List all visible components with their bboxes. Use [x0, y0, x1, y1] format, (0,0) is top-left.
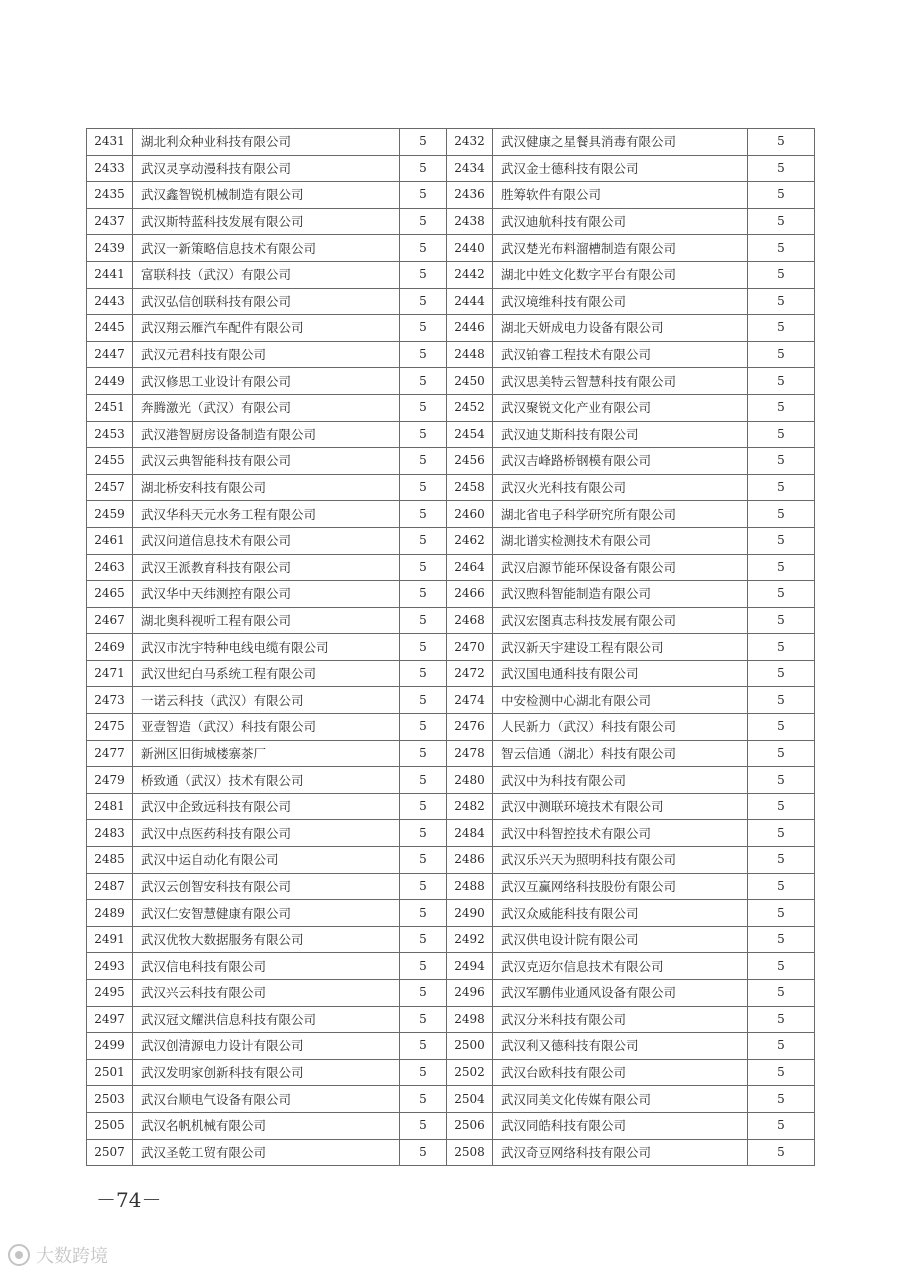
score: 5 — [748, 1139, 815, 1166]
score: 5 — [400, 315, 447, 342]
score: 5 — [748, 448, 815, 475]
company-name: 武汉供电设计院有限公司 — [493, 926, 748, 953]
score: 5 — [748, 421, 815, 448]
company-name: 武汉同美文化传媒有限公司 — [493, 1086, 748, 1113]
row-number: 2466 — [447, 581, 493, 608]
row-number: 2469 — [87, 634, 133, 661]
company-name: 武汉煦科智能制造有限公司 — [493, 581, 748, 608]
score: 5 — [400, 767, 447, 794]
row-number: 2448 — [447, 341, 493, 368]
table-row — [87, 155, 815, 182]
company-name: 武汉云创智安科技有限公司 — [133, 873, 400, 900]
score: 5 — [748, 527, 815, 554]
row-number: 2450 — [447, 368, 493, 395]
table-row — [87, 767, 815, 794]
row-number: 2487 — [87, 873, 133, 900]
company-name: 富联科技（武汉）有限公司 — [133, 261, 400, 288]
company-name: 奔腾激光（武汉）有限公司 — [133, 394, 400, 421]
score: 5 — [400, 900, 447, 927]
score: 5 — [400, 1086, 447, 1113]
company-table — [86, 128, 815, 1166]
company-name: 武汉众威能科技有限公司 — [493, 900, 748, 927]
table-row — [87, 1112, 815, 1139]
company-name: 湖北奥科视听工程有限公司 — [133, 607, 400, 634]
row-number: 2481 — [87, 793, 133, 820]
company-name: 武汉克迈尔信息技术有限公司 — [493, 953, 748, 980]
score: 5 — [400, 208, 447, 235]
company-name: 湖北利众种业科技有限公司 — [133, 129, 400, 156]
score: 5 — [400, 1033, 447, 1060]
row-number: 2451 — [87, 394, 133, 421]
table-row — [87, 341, 815, 368]
company-name: 武汉王派教育科技有限公司 — [133, 554, 400, 581]
score: 5 — [748, 155, 815, 182]
table-row — [87, 660, 815, 687]
score: 5 — [748, 235, 815, 262]
row-number: 2484 — [447, 820, 493, 847]
company-name: 桥致通（武汉）技术有限公司 — [133, 767, 400, 794]
table-row — [87, 474, 815, 501]
score: 5 — [400, 155, 447, 182]
company-name: 武汉港智厨房设备制造有限公司 — [133, 421, 400, 448]
score: 5 — [748, 900, 815, 927]
company-name: 武汉铂睿工程技术有限公司 — [493, 341, 748, 368]
score: 5 — [748, 687, 815, 714]
row-number: 2457 — [87, 474, 133, 501]
table-row — [87, 182, 815, 209]
company-name: 武汉启源节能环保设备有限公司 — [493, 554, 748, 581]
company-name: 武汉奇豆网络科技有限公司 — [493, 1139, 748, 1166]
row-number: 2458 — [447, 474, 493, 501]
row-number: 2460 — [447, 501, 493, 528]
row-number: 2465 — [87, 581, 133, 608]
company-name: 武汉中科智控技术有限公司 — [493, 820, 748, 847]
score: 5 — [400, 1139, 447, 1166]
row-number: 2468 — [447, 607, 493, 634]
table-row — [87, 900, 815, 927]
company-name: 武汉中企致远科技有限公司 — [133, 793, 400, 820]
row-number: 2477 — [87, 740, 133, 767]
company-name: 武汉火光科技有限公司 — [493, 474, 748, 501]
row-number: 2442 — [447, 261, 493, 288]
table-row — [87, 820, 815, 847]
row-number: 2500 — [447, 1033, 493, 1060]
watermark — [8, 1242, 108, 1268]
score: 5 — [400, 953, 447, 980]
company-name: 湖北天妍成电力设备有限公司 — [493, 315, 748, 342]
score: 5 — [748, 1006, 815, 1033]
company-name: 武汉一新策略信息技术有限公司 — [133, 235, 400, 262]
row-number: 2461 — [87, 527, 133, 554]
company-name: 湖北桥安科技有限公司 — [133, 474, 400, 501]
company-name: 湖北中姓文化数字平台有限公司 — [493, 261, 748, 288]
table-row — [87, 421, 815, 448]
company-name: 武汉市沈宇特种电线电缆有限公司 — [133, 634, 400, 661]
company-name: 武汉斯特蓝科技发展有限公司 — [133, 208, 400, 235]
table-row — [87, 1059, 815, 1086]
company-name: 武汉创清源电力设计有限公司 — [133, 1033, 400, 1060]
company-name: 武汉迪航科技有限公司 — [493, 208, 748, 235]
company-name: 武汉宏图真志科技发展有限公司 — [493, 607, 748, 634]
score: 5 — [400, 527, 447, 554]
row-number: 2473 — [87, 687, 133, 714]
row-number: 2452 — [447, 394, 493, 421]
score: 5 — [748, 208, 815, 235]
row-number: 2502 — [447, 1059, 493, 1086]
company-name: 武汉云典智能科技有限公司 — [133, 448, 400, 475]
row-number: 2498 — [447, 1006, 493, 1033]
score: 5 — [748, 1033, 815, 1060]
company-name: 武汉新天宇建设工程有限公司 — [493, 634, 748, 661]
row-number: 2480 — [447, 767, 493, 794]
row-number: 2505 — [87, 1112, 133, 1139]
table-row — [87, 953, 815, 980]
table-row — [87, 1033, 815, 1060]
table-row — [87, 129, 815, 156]
table-row — [87, 315, 815, 342]
table-row — [87, 793, 815, 820]
score: 5 — [400, 474, 447, 501]
table-row — [87, 208, 815, 235]
score: 5 — [400, 1112, 447, 1139]
row-number: 2485 — [87, 847, 133, 874]
row-number: 2493 — [87, 953, 133, 980]
score: 5 — [400, 873, 447, 900]
company-name: 武汉圣乾工贸有限公司 — [133, 1139, 400, 1166]
row-number: 2441 — [87, 261, 133, 288]
score: 5 — [748, 554, 815, 581]
score: 5 — [748, 847, 815, 874]
company-name: 武汉台顺电气设备有限公司 — [133, 1086, 400, 1113]
score: 5 — [400, 660, 447, 687]
score: 5 — [400, 554, 447, 581]
company-name: 武汉吉峰路桥钢模有限公司 — [493, 448, 748, 475]
score: 5 — [400, 820, 447, 847]
company-name: 武汉军鹏伟业通风设备有限公司 — [493, 980, 748, 1007]
score: 5 — [400, 261, 447, 288]
company-name: 武汉兴云科技有限公司 — [133, 980, 400, 1007]
score: 5 — [748, 341, 815, 368]
watermark-logo-icon — [8, 1244, 30, 1266]
score: 5 — [748, 581, 815, 608]
table-row — [87, 554, 815, 581]
row-number: 2499 — [87, 1033, 133, 1060]
score: 5 — [748, 501, 815, 528]
row-number: 2435 — [87, 182, 133, 209]
score: 5 — [748, 740, 815, 767]
table-row — [87, 1139, 815, 1166]
row-number: 2434 — [447, 155, 493, 182]
company-name: 武汉中运自动化有限公司 — [133, 847, 400, 874]
company-name: 武汉仁安智慧健康有限公司 — [133, 900, 400, 927]
row-number: 2486 — [447, 847, 493, 874]
score: 5 — [748, 182, 815, 209]
row-number: 2503 — [87, 1086, 133, 1113]
company-name: 湖北省电子科学研究所有限公司 — [493, 501, 748, 528]
company-name: 武汉鑫智锐机械制造有限公司 — [133, 182, 400, 209]
table-row — [87, 527, 815, 554]
company-name: 湖北谱实检测技术有限公司 — [493, 527, 748, 554]
company-name: 武汉发明家创新科技有限公司 — [133, 1059, 400, 1086]
table-row — [87, 740, 815, 767]
table-row — [87, 687, 815, 714]
row-number: 2472 — [447, 660, 493, 687]
row-number: 2475 — [87, 714, 133, 741]
company-name: 武汉华中天纬测控有限公司 — [133, 581, 400, 608]
score: 5 — [400, 847, 447, 874]
row-number: 2495 — [87, 980, 133, 1007]
row-number: 2446 — [447, 315, 493, 342]
row-number: 2471 — [87, 660, 133, 687]
company-name: 人民新力（武汉）科技有限公司 — [493, 714, 748, 741]
company-name: 武汉迪艾斯科技有限公司 — [493, 421, 748, 448]
row-number: 2437 — [87, 208, 133, 235]
company-name: 智云信通（湖北）科技有限公司 — [493, 740, 748, 767]
company-name: 亚壹智造（武汉）科技有限公司 — [133, 714, 400, 741]
company-name: 武汉修思工业设计有限公司 — [133, 368, 400, 395]
score: 5 — [400, 926, 447, 953]
score: 5 — [748, 714, 815, 741]
score: 5 — [748, 474, 815, 501]
score: 5 — [400, 235, 447, 262]
company-name: 武汉聚锐文化产业有限公司 — [493, 394, 748, 421]
table-row — [87, 607, 815, 634]
company-name: 武汉台欧科技有限公司 — [493, 1059, 748, 1086]
row-number: 2463 — [87, 554, 133, 581]
company-name: 武汉冠文耀洪信息科技有限公司 — [133, 1006, 400, 1033]
score: 5 — [748, 315, 815, 342]
company-name: 武汉翔云雁汽车配件有限公司 — [133, 315, 400, 342]
row-number: 2431 — [87, 129, 133, 156]
page-number: －74－ — [96, 1188, 162, 1212]
score: 5 — [748, 873, 815, 900]
row-number: 2467 — [87, 607, 133, 634]
score: 5 — [748, 368, 815, 395]
score: 5 — [400, 687, 447, 714]
table-row — [87, 1006, 815, 1033]
score: 5 — [400, 1006, 447, 1033]
company-name: 武汉华科天元水务工程有限公司 — [133, 501, 400, 528]
table-row — [87, 926, 815, 953]
table-row — [87, 980, 815, 1007]
row-number: 2436 — [447, 182, 493, 209]
score: 5 — [748, 1086, 815, 1113]
row-number: 2438 — [447, 208, 493, 235]
row-number: 2496 — [447, 980, 493, 1007]
row-number: 2453 — [87, 421, 133, 448]
company-name: 一诺云科技（武汉）有限公司 — [133, 687, 400, 714]
row-number: 2445 — [87, 315, 133, 342]
company-name: 武汉弘信创联科技有限公司 — [133, 288, 400, 315]
score: 5 — [748, 1112, 815, 1139]
row-number: 2489 — [87, 900, 133, 927]
row-number: 2479 — [87, 767, 133, 794]
score: 5 — [748, 980, 815, 1007]
company-name: 武汉中点医药科技有限公司 — [133, 820, 400, 847]
score: 5 — [400, 368, 447, 395]
score: 5 — [400, 394, 447, 421]
score: 5 — [748, 793, 815, 820]
score: 5 — [748, 607, 815, 634]
company-name: 武汉乐兴天为照明科技有限公司 — [493, 847, 748, 874]
company-name: 武汉优牧大数据服务有限公司 — [133, 926, 400, 953]
score: 5 — [748, 820, 815, 847]
table-row — [87, 394, 815, 421]
row-number: 2449 — [87, 368, 133, 395]
row-number: 2508 — [447, 1139, 493, 1166]
table-row — [87, 1086, 815, 1113]
row-number: 2474 — [447, 687, 493, 714]
company-name: 武汉互赢网络科技股份有限公司 — [493, 873, 748, 900]
score: 5 — [748, 953, 815, 980]
company-name: 武汉中测联环境技术有限公司 — [493, 793, 748, 820]
company-name: 新洲区旧街城楼寨茶厂 — [133, 740, 400, 767]
table-row — [87, 581, 815, 608]
row-number: 2443 — [87, 288, 133, 315]
row-number: 2476 — [447, 714, 493, 741]
score: 5 — [400, 1059, 447, 1086]
score: 5 — [400, 182, 447, 209]
company-name: 武汉问道信息技术有限公司 — [133, 527, 400, 554]
score: 5 — [400, 421, 447, 448]
company-name: 武汉信电科技有限公司 — [133, 953, 400, 980]
table-row — [87, 368, 815, 395]
row-number: 2455 — [87, 448, 133, 475]
row-number: 2488 — [447, 873, 493, 900]
row-number: 2494 — [447, 953, 493, 980]
table-row — [87, 448, 815, 475]
row-number: 2497 — [87, 1006, 133, 1033]
company-name: 武汉国电通科技有限公司 — [493, 660, 748, 687]
company-name: 武汉境维科技有限公司 — [493, 288, 748, 315]
score: 5 — [400, 980, 447, 1007]
company-name: 武汉世纪白马系统工程有限公司 — [133, 660, 400, 687]
company-name: 武汉楚光布料溜槽制造有限公司 — [493, 235, 748, 262]
score: 5 — [400, 341, 447, 368]
company-name: 武汉利又德科技有限公司 — [493, 1033, 748, 1060]
row-number: 2459 — [87, 501, 133, 528]
table-row — [87, 261, 815, 288]
table-row — [87, 847, 815, 874]
row-number: 2483 — [87, 820, 133, 847]
company-name: 武汉金士德科技有限公司 — [493, 155, 748, 182]
score: 5 — [400, 129, 447, 156]
row-number: 2506 — [447, 1112, 493, 1139]
row-number: 2432 — [447, 129, 493, 156]
row-number: 2492 — [447, 926, 493, 953]
row-number: 2490 — [447, 900, 493, 927]
score: 5 — [400, 501, 447, 528]
row-number: 2447 — [87, 341, 133, 368]
row-number: 2482 — [447, 793, 493, 820]
company-name: 胜筹软件有限公司 — [493, 182, 748, 209]
watermark-text: 大数跨境 — [36, 1246, 108, 1267]
score: 5 — [400, 714, 447, 741]
row-number: 2440 — [447, 235, 493, 262]
company-name: 武汉名帆机械有限公司 — [133, 1112, 400, 1139]
score: 5 — [748, 634, 815, 661]
score: 5 — [748, 660, 815, 687]
table-row — [87, 873, 815, 900]
score: 5 — [748, 926, 815, 953]
company-name: 武汉元君科技有限公司 — [133, 341, 400, 368]
row-number: 2456 — [447, 448, 493, 475]
score: 5 — [748, 1059, 815, 1086]
score: 5 — [400, 448, 447, 475]
table-row — [87, 634, 815, 661]
row-number: 2444 — [447, 288, 493, 315]
row-number: 2507 — [87, 1139, 133, 1166]
score: 5 — [748, 394, 815, 421]
score: 5 — [400, 581, 447, 608]
table-row — [87, 501, 815, 528]
score: 5 — [748, 129, 815, 156]
row-number: 2462 — [447, 527, 493, 554]
row-number: 2454 — [447, 421, 493, 448]
row-number: 2433 — [87, 155, 133, 182]
table-row — [87, 714, 815, 741]
company-name: 武汉健康之星餐具消毒有限公司 — [493, 129, 748, 156]
score: 5 — [400, 793, 447, 820]
table-row — [87, 235, 815, 262]
company-name: 武汉思美特云智慧科技有限公司 — [493, 368, 748, 395]
score: 5 — [748, 261, 815, 288]
score: 5 — [400, 740, 447, 767]
score: 5 — [400, 607, 447, 634]
row-number: 2478 — [447, 740, 493, 767]
score: 5 — [748, 767, 815, 794]
company-name: 武汉灵享动漫科技有限公司 — [133, 155, 400, 182]
score: 5 — [400, 288, 447, 315]
row-number: 2501 — [87, 1059, 133, 1086]
row-number: 2491 — [87, 926, 133, 953]
row-number: 2439 — [87, 235, 133, 262]
row-number: 2464 — [447, 554, 493, 581]
company-name: 武汉分米科技有限公司 — [493, 1006, 748, 1033]
company-name: 武汉同皓科技有限公司 — [493, 1112, 748, 1139]
score: 5 — [748, 288, 815, 315]
company-name: 武汉中为科技有限公司 — [493, 767, 748, 794]
score: 5 — [400, 634, 447, 661]
row-number: 2470 — [447, 634, 493, 661]
company-name: 中安检测中心湖北有限公司 — [493, 687, 748, 714]
table-row — [87, 288, 815, 315]
row-number: 2504 — [447, 1086, 493, 1113]
